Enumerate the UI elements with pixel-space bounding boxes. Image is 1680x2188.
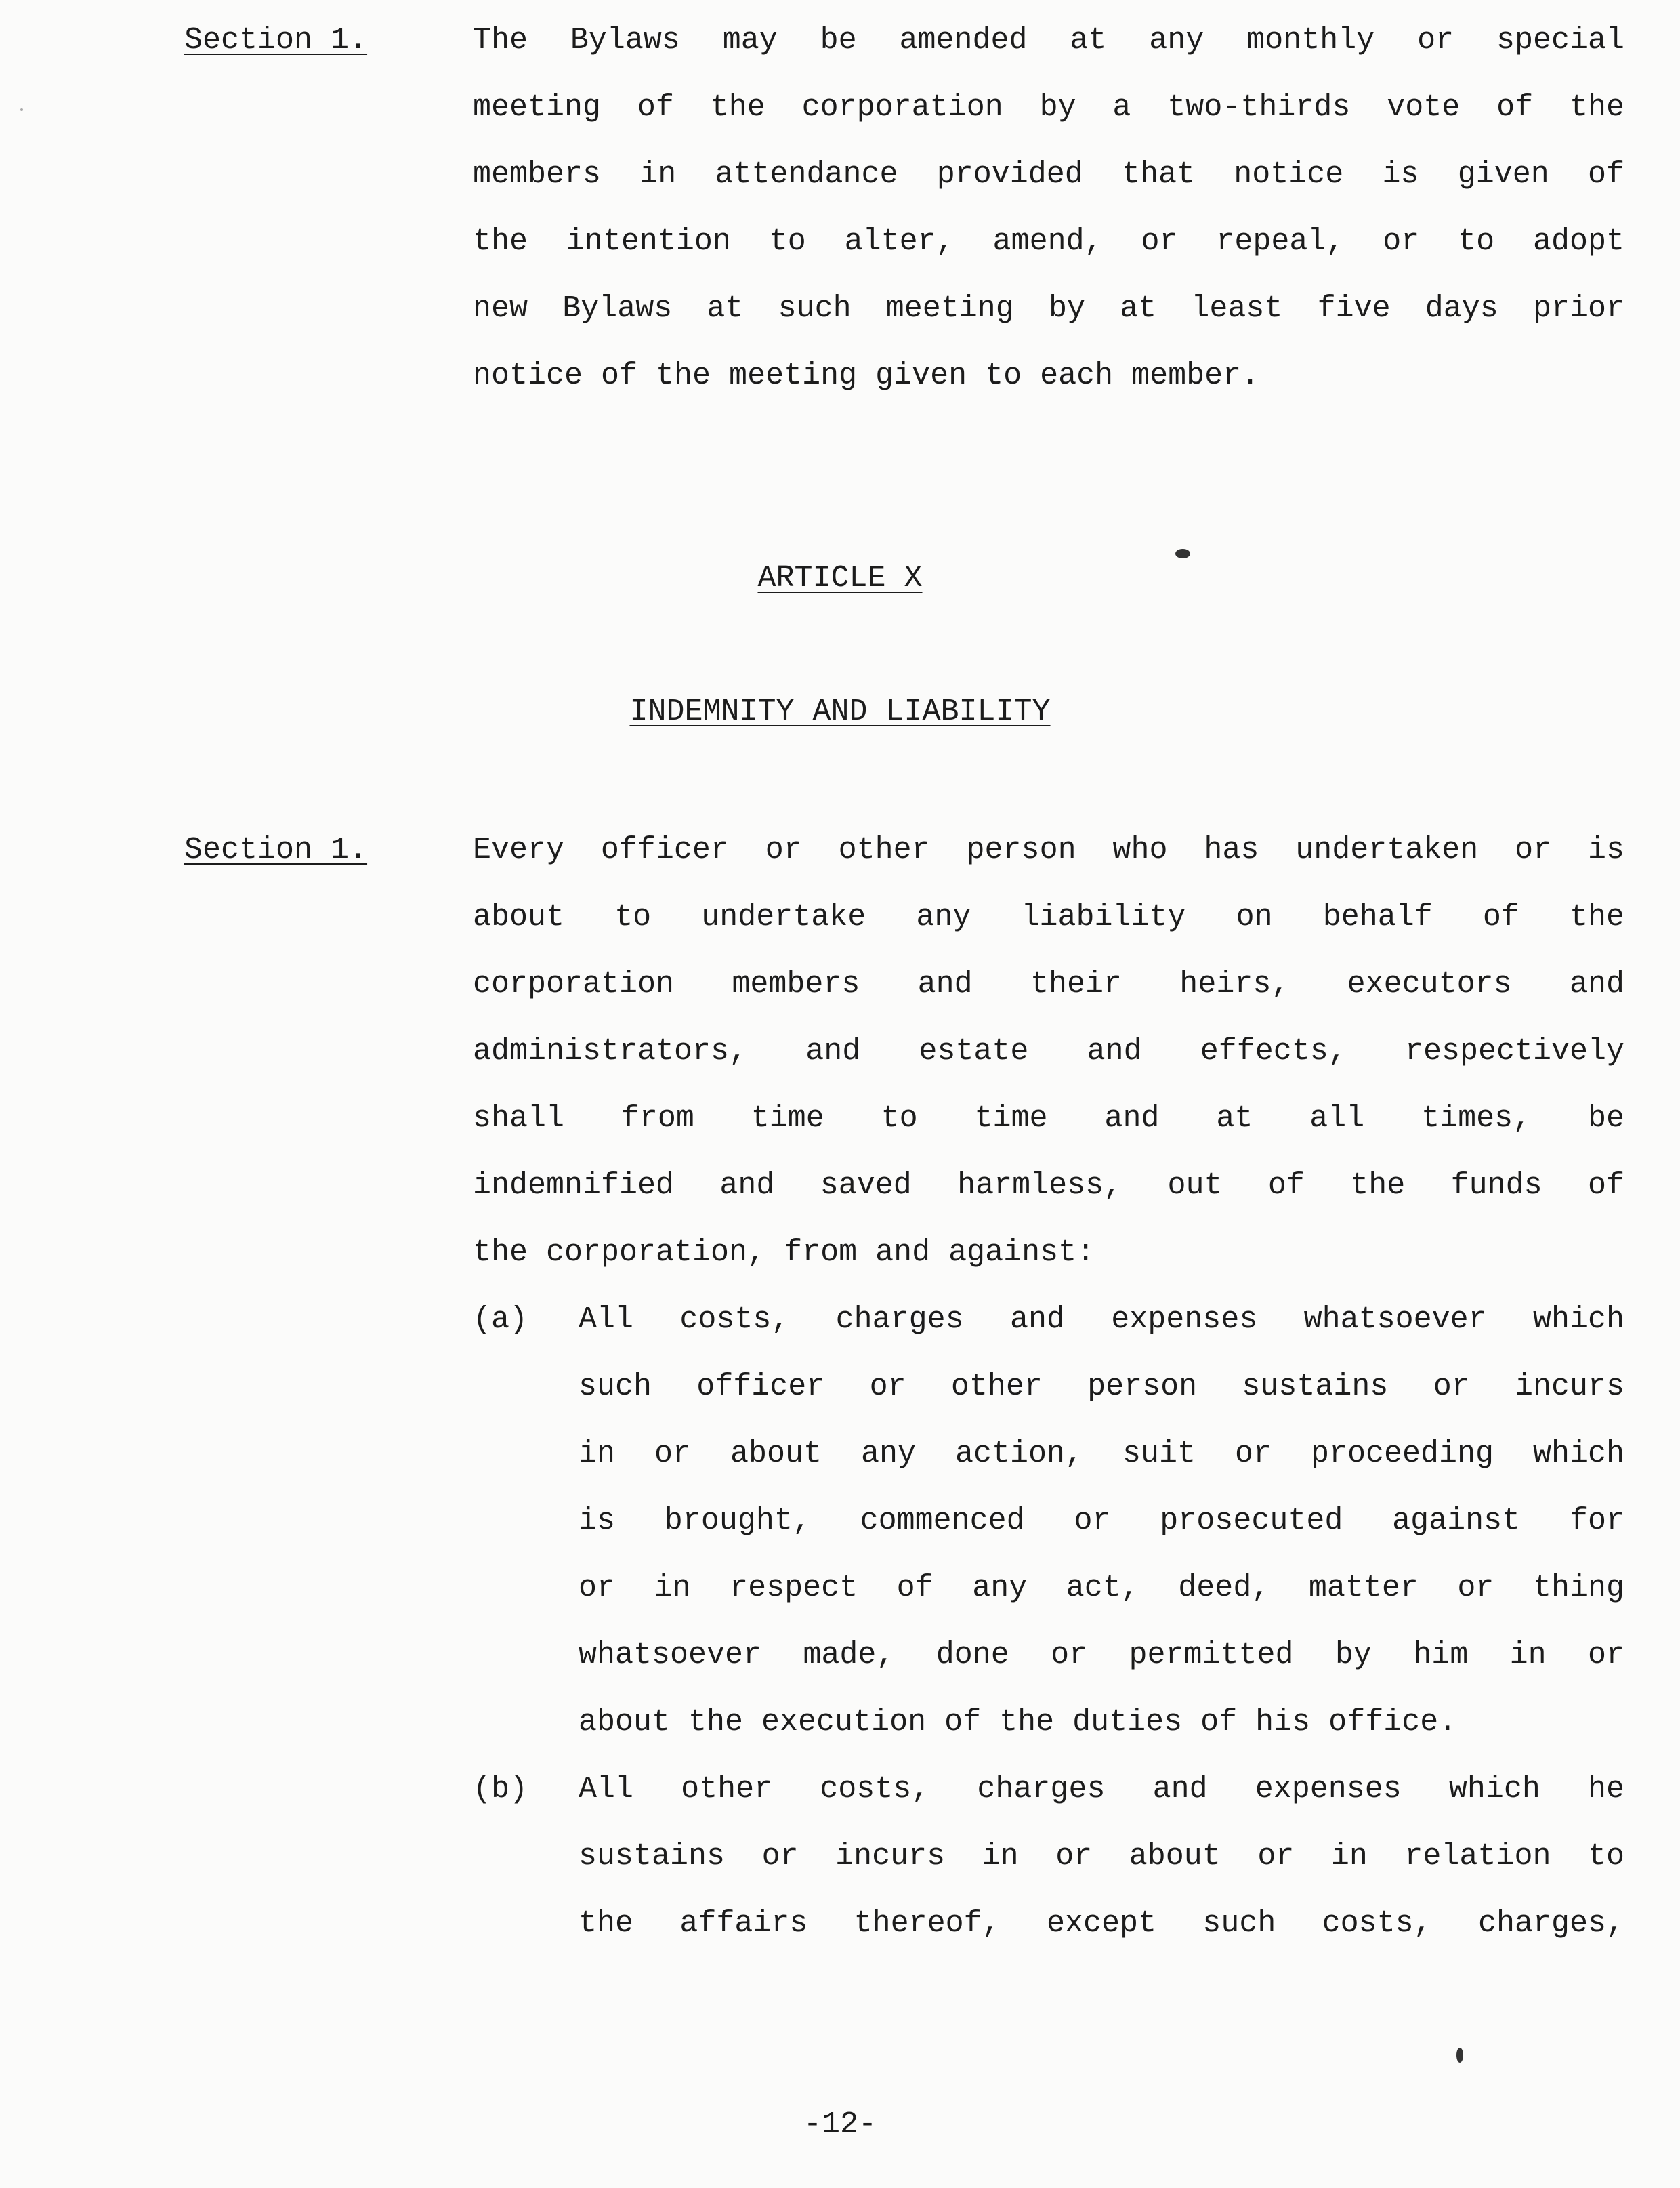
indemnity-paragraph <box>473 817 1624 1286</box>
list-item-text <box>579 1756 1624 1957</box>
ink-speck <box>20 108 23 111</box>
list-line: in or about any action, suit or proceeding which <box>579 1437 1624 1471</box>
paragraph-line: corporation members and their heirs, executors and <box>473 967 1624 1002</box>
list-line: is brought, commenced or prosecuted against for <box>579 1504 1624 1538</box>
amendment-paragraph <box>473 7 1624 409</box>
paragraph-line: The Bylaws may be amended at any monthly or special <box>473 23 1624 58</box>
list-line: All other costs, charges and expenses which he <box>579 1772 1624 1807</box>
section-label: Section 1. <box>184 23 368 58</box>
list-line: sustains or incurs in or about or in relation to <box>579 1839 1624 1874</box>
list-marker: (a) <box>473 1302 528 1337</box>
paragraph-line: members in attendance provided that notice is given of <box>473 157 1624 192</box>
ink-speck <box>1456 2048 1463 2063</box>
paragraph-line: Every officer or other person who has undertaken or is <box>473 833 1624 867</box>
list-line: All costs, charges and expenses whatsoever which <box>579 1302 1624 1337</box>
list-line: or in respect of any act, deed, matter or thing <box>579 1571 1624 1605</box>
section-label: Section 1. <box>184 833 368 867</box>
list-marker: (b) <box>473 1772 528 1807</box>
paragraph-line: about to undertake any liability on behalf of the <box>473 900 1624 934</box>
ink-speck <box>1175 549 1190 558</box>
paragraph-line: the corporation, from and against: <box>473 1235 1095 1270</box>
paragraph-line: shall from time to time and at all times, be <box>473 1101 1624 1136</box>
paragraph-line: administrators, and estate and effects, respectively <box>473 1034 1624 1069</box>
article-number: ARTICLE X <box>757 561 923 596</box>
article-title: INDEMNITY AND LIABILITY <box>629 695 1051 729</box>
list-item-text <box>579 1286 1624 1756</box>
paragraph-line: the intention to alter, amend, or repeal, or to adopt <box>473 224 1624 259</box>
list-line: whatsoever made, done or permitted by him in or <box>579 1638 1624 1672</box>
list-line: about the execution of the duties of his office. <box>579 1705 1457 1739</box>
paragraph-line: meeting of the corporation by a two-thirds vote of the <box>473 90 1624 125</box>
list-line: the affairs thereof, except such costs, charges, <box>579 1906 1624 1941</box>
paragraph-line: notice of the meeting given to each member. <box>473 358 1260 393</box>
page-number: -12- <box>803 2107 877 2142</box>
list-line: such officer or other person sustains or incurs <box>579 1369 1624 1404</box>
paragraph-line: new Bylaws at such meeting by at least five days prior <box>473 291 1624 326</box>
paragraph-line: indemnified and saved harmless, out of the funds of <box>473 1168 1624 1203</box>
